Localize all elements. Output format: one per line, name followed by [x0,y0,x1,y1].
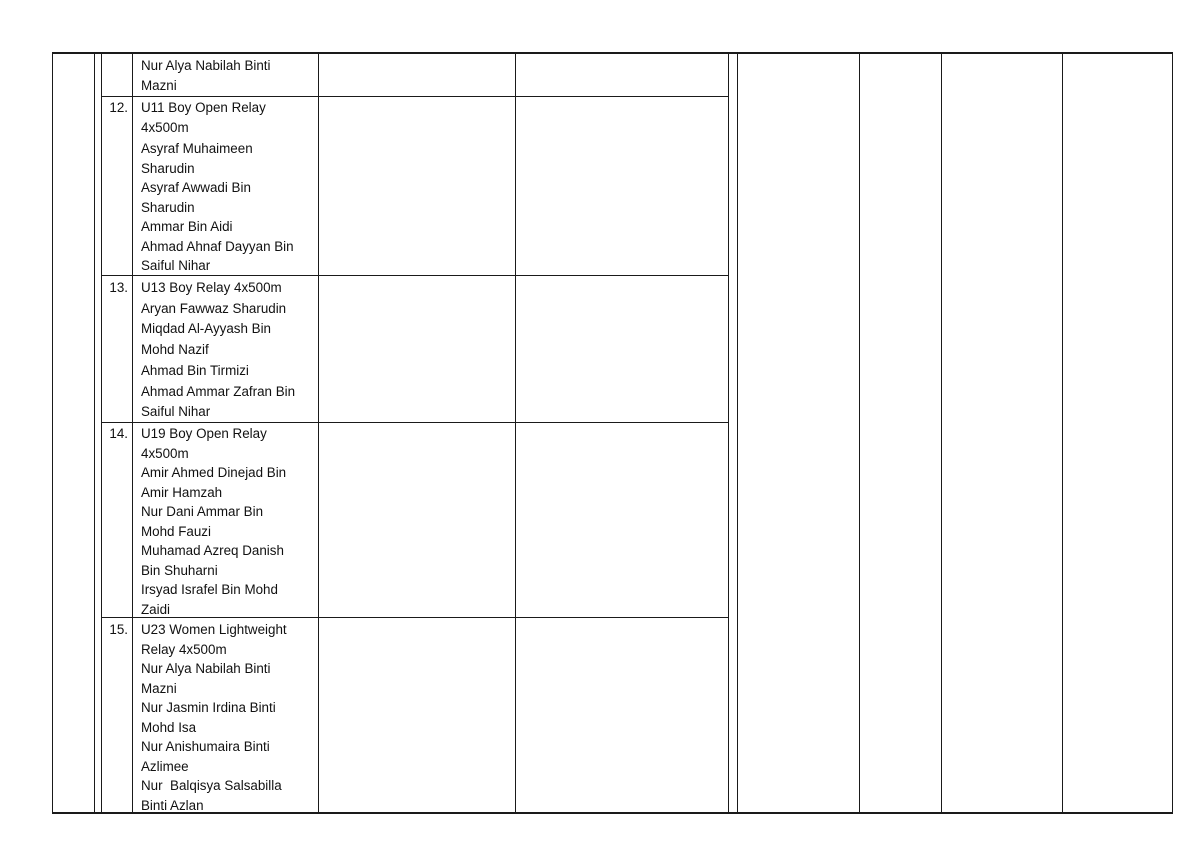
entry-line: Nur Alya Nabilah Binti [141,58,271,73]
column-divider [132,52,133,814]
entry-line: Bin Shuharni [141,562,218,578]
entry-line: Zaidi [141,601,171,617]
column-divider [728,52,729,814]
table-row [141,278,295,423]
column-divider [515,52,516,814]
row-number: 12. [109,100,128,115]
entry-line: Ahmad Ahnaf Dayyan Bin [141,238,294,254]
entry-line: Nur Alya Nabilah Binti [141,661,271,676]
column-divider [859,52,860,814]
table-top-border [52,52,1173,54]
row-number: 13. [109,280,128,295]
row-number: 15. [109,622,128,637]
event-title: 4x500m [141,445,189,461]
entry-line: Nur Balqisya Salsabilla [141,778,282,793]
entry-line: Ammar Bin Aidi [141,219,233,234]
entry-line: Mazni [141,680,177,696]
column-divider [941,52,942,814]
entry-line: Miqdad Al-Ayyash Bin [141,321,272,337]
row-divider [101,96,729,97]
event-title: U23 Women Lightweight [141,622,287,637]
column-divider [1062,52,1063,814]
event-title: U19 Boy Open Relay [141,426,267,441]
entry-line: Ahmad Bin Tirmizi [141,362,249,378]
table-row [141,98,294,276]
entry-line: Binti Azlan [141,797,204,813]
table-right-border [1172,52,1173,814]
table-row [141,56,271,95]
event-title: U13 Boy Relay 4x500m [141,280,282,295]
entry-line: Asyraf Muhaimeen [141,141,253,156]
entry-line: Sharudin [141,160,195,176]
entry-line: Muhamad Azreq Danish [141,543,284,558]
row-number: 14. [109,426,128,441]
table-row [141,424,286,619]
entry-line: Mohd Nazif [141,342,209,358]
entry-line: Mohd Fauzi [141,523,211,539]
column-divider [318,52,319,814]
entry-line: Saiful Nihar [141,258,211,273]
entry-line: Amir Ahmed Dinejad Bin [141,465,287,480]
entry-line: Nur Jasmin Irdina Binti [141,700,276,715]
table-left-border [52,52,53,814]
entry-line: Nur Dani Ammar Bin [141,504,264,519]
column-divider [737,52,738,814]
entry-line: Nur Anishumaira Binti [141,739,270,754]
entry-line: Aryan Fawwaz Sharudin [141,300,287,316]
column-divider [94,52,95,814]
entry-line: Amir Hamzah [141,484,223,500]
entry-line: Azlimee [141,758,189,774]
entry-line: Asyraf Awwadi Bin [141,180,251,195]
entry-line: Irsyad Israfel Bin Mohd [141,582,278,597]
entry-line: Mazni [141,77,177,93]
event-title: U11 Boy Open Relay [141,100,266,115]
table-row [141,620,287,815]
event-title: 4x500m [141,119,189,135]
event-title: Relay 4x500m [141,641,227,657]
entry-line: Ahmad Ammar Zafran Bin [141,383,296,399]
entry-line: Mohd Isa [141,719,197,735]
entry-line: Sharudin [141,199,195,215]
entry-line: Saiful Nihar [141,404,211,420]
